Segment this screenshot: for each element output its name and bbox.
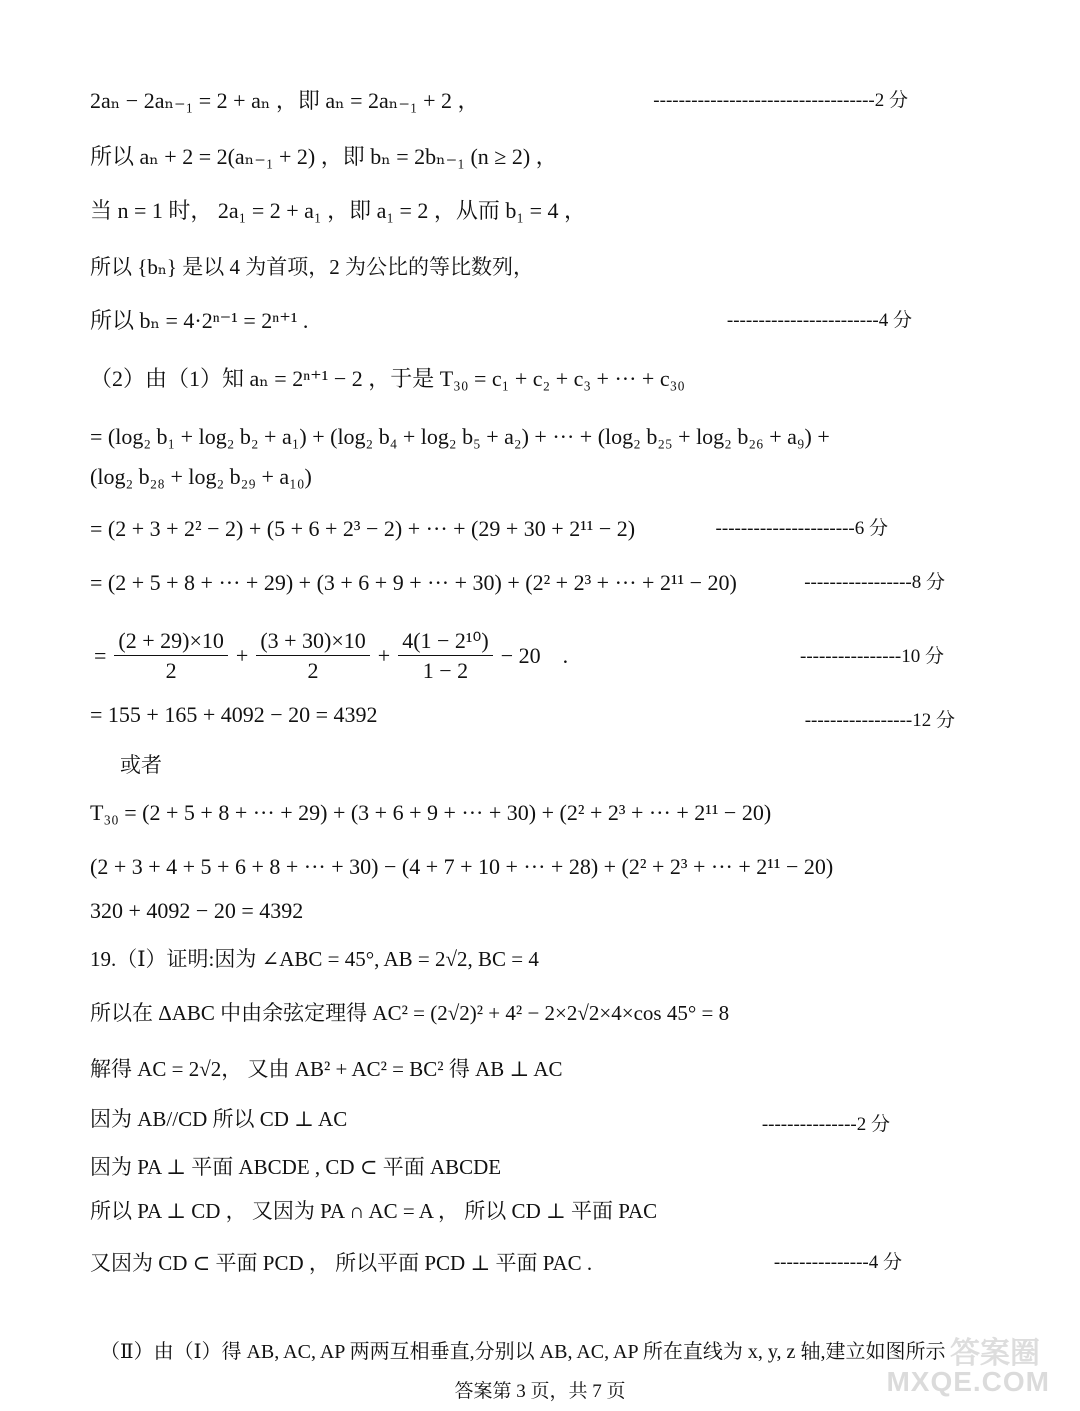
line-18-text: 解得 AC = 2√2， 又由 AB² + AC² = BC² 得 AB ⊥ AC: [90, 1057, 563, 1081]
score-mark: ----------------10 分: [800, 646, 944, 667]
fraction-2-denominator: 2: [307, 657, 319, 683]
line-6-text: （2）由（1）知 aₙ = 2ⁿ⁺¹ − 2 ，于是 T₃₀ = c₁ + c₂ + c₃ + ··· + c₃₀: [90, 366, 685, 391]
line-23-text: （Ⅱ）由（Ⅰ）得 AB, AC, AP 两两互相垂直,分别以 AB, AC, AP 所在直线为 x, y, z 轴,建立如图所示: [100, 1341, 946, 1363]
line-1-text: 2aₙ − 2aₙ₋₁ = 2 + aₙ ，即 aₙ = 2aₙ₋₁ + 2 ，: [90, 88, 480, 113]
line-4: [90, 252, 1020, 282]
line-17-text: 所以在 ΔABC 中由余弦定理得 AC² = (2√2)² + 4² − 2×2√2×4×cos 45° = 8: [90, 1001, 730, 1025]
line-7: [90, 422, 1020, 452]
score-mark: ----------------------6 分: [715, 518, 888, 539]
line-15: [90, 896, 1020, 926]
line-13: [90, 798, 1020, 828]
score-mark: -----------------8 分: [804, 572, 945, 593]
line-11-text: = 155 + 165 + 4092 − 20 = 4392: [90, 702, 378, 727]
line-8-text: (log₂ b₂₈ + log₂ b₂₉ + a₁₀): [90, 464, 312, 489]
line-20: [90, 1152, 1020, 1182]
page-footer: 答案第 3 页，共 7 页: [454, 1381, 626, 1402]
equals-sign: =: [94, 643, 107, 668]
line-7-text: = (log₂ b₁ + log₂ b₂ + a₁) + (log₂ b₄ + log₂ b₅ + a₂) + ··· + (log₂ b₂₅ + log₂ b₂₆ + a₉) +: [90, 424, 830, 449]
score-mark: -----------------------------------2 分: [653, 90, 908, 111]
line-8: [90, 462, 1020, 492]
line-3-text: 当 n = 1 时， 2a₁ = 2 + a₁ ，即 a₁ = 2 ，从而 b₁ = 4 ，: [90, 198, 587, 223]
line-6: [90, 364, 1020, 394]
line-2-text: 所以 aₙ + 2 = 2(aₙ₋₁ + 2) ，即 bₙ = 2bₙ₋₁ (n ≥ 2) ，: [90, 144, 558, 169]
line-5-text: 所以 bₙ = 4·2ⁿ⁻¹ = 2ⁿ⁺¹ .: [90, 308, 309, 333]
line-21: [90, 1196, 1020, 1226]
minus-twenty: − 20: [500, 643, 541, 668]
plus-sign: +: [235, 643, 249, 668]
score-mark: -----------------12 分: [804, 710, 955, 731]
watermark-cn-text: 答案圈: [950, 1336, 1040, 1371]
line-13-text: T₃₀ = (2 + 5 + 8 + ··· + 29) + (3 + 6 + 9 + ··· + 30) + (2² + 2³ + ··· + 2¹¹ − 20): [90, 800, 772, 825]
watermark-en-text: MXQE.COM: [886, 1366, 1050, 1397]
line-12-text: 或者: [120, 753, 162, 777]
line-17: [90, 998, 1020, 1028]
score-mark: ---------------4 分: [773, 1252, 902, 1273]
fraction-2-numerator: (3 + 30)×10: [256, 627, 369, 656]
line-12: [120, 750, 1020, 780]
line-22-text: 又因为 CD ⊂ 平面 PCD ， 所以平面 PCD ⊥ 平面 PAC .: [90, 1251, 593, 1275]
line-20-text: 因为 PA ⊥ 平面 ABCDE , CD ⊂ 平面 ABCDE: [90, 1155, 502, 1179]
line-21-text: 所以 PA ⊥ CD ， 又因为 PA ∩ AC = A ， 所以 CD ⊥ 平面 PAC: [90, 1199, 658, 1223]
score-mark: ------------------------4 分: [726, 310, 912, 331]
plus-sign: +: [377, 643, 391, 668]
line-14-text: (2 + 3 + 4 + 5 + 6 + 8 + ··· + 30) − (4 + 7 + 10 + ··· + 28) + (2² + 2³ + ··· + 2¹¹ − 20): [90, 854, 834, 879]
line-18: [90, 1054, 1020, 1084]
line-14: [90, 852, 1020, 882]
fraction-1: [114, 627, 227, 686]
line-2: [90, 142, 1020, 172]
fraction-1-denominator: 2: [165, 657, 177, 683]
score-mark: ---------------2 分: [761, 1114, 890, 1135]
fraction-2: [256, 627, 369, 686]
line-10-text: = (2 + 5 + 8 + ··· + 29) + (3 + 6 + 9 + ··· + 30) + (2² + 2³ + ··· + 2¹¹ − 20): [90, 570, 737, 595]
line-16-text: 19.（Ⅰ）证明:因为 ∠ABC = 45°, AB = 2√2, BC = 4: [90, 947, 539, 971]
fraction-3: [398, 627, 492, 686]
line-16: [90, 944, 1020, 974]
line-15-text: 320 + 4092 − 20 = 4392: [90, 898, 304, 923]
line-9-text: = (2 + 3 + 2² − 2) + (5 + 6 + 2³ − 2) + ··· + (29 + 30 + 2¹¹ − 2): [90, 516, 636, 541]
fraction-1-numerator: (2 + 29)×10: [114, 627, 227, 656]
fraction-3-denominator: 1 − 2: [422, 657, 469, 683]
period: .: [562, 643, 569, 668]
fraction-expression: [90, 626, 572, 686]
fraction-3-numerator: 4(1 − 2¹⁰): [398, 627, 492, 656]
line-4-text: 所以 {bₙ} 是以 4 为首项，2 为公比的等比数列，: [90, 255, 534, 279]
line-3: [90, 196, 1020, 226]
line-19-text: 因为 AB//CD 所以 CD ⊥ AC: [90, 1107, 348, 1131]
